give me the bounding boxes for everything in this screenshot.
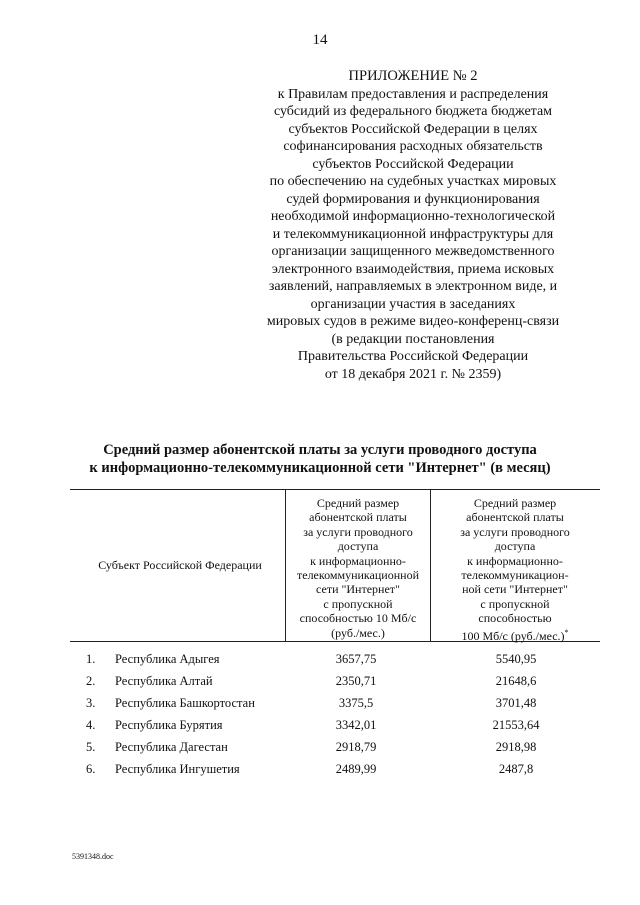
table-row [0, 740, 640, 760]
appendix-line: Правительства Российской Федерации [297, 349, 529, 364]
table-top-rule [70, 489, 600, 490]
table-title-line-2: к информационно-телекоммуникационной сети "Интернет" (в месяц) [89, 460, 551, 476]
header-subject: Субъект Российской Федерации [98, 558, 262, 572]
appendix-line: софинансирования расходных обязательств [283, 139, 543, 154]
row-price-100mbps: 21648,6 [495, 674, 537, 688]
appendix-line: судей формирования и функционирования [286, 191, 540, 207]
row-subject: Республика Ингушетия [115, 762, 240, 776]
header-line-text: 100 Мб/с (руб./мес.) [461, 628, 565, 643]
row-subject: Республика Дагестан [115, 740, 228, 754]
row-subject: Республика Алтай [115, 674, 213, 688]
header-line: к информационно- [467, 553, 563, 568]
appendix-line: заявлений, направляемых в электронном виде, и [268, 279, 558, 294]
row-number: 3. [86, 696, 96, 710]
header-line: (руб./мес.) [331, 625, 385, 640]
header-line: доступа [494, 539, 536, 554]
table-row [0, 718, 640, 738]
row-subject: Республика Бурятия [115, 718, 223, 732]
appendix-line: (в редакции постановления [331, 331, 495, 347]
header-line [431, 626, 599, 643]
footnote-marker: * [564, 627, 569, 637]
row-price-100mbps: 3701,48 [495, 696, 537, 710]
table-row [0, 696, 640, 716]
header-line: с пропускной [323, 596, 393, 611]
page-number: 14 [312, 32, 328, 48]
appendix-title: ПРИЛОЖЕНИЕ № 2 [348, 68, 478, 84]
table-row [0, 652, 640, 672]
appendix-header [228, 68, 598, 383]
appendix-line: организации участия в заседаниях [310, 296, 516, 312]
appendix-line: по обеспечению на судебных участках мировых [269, 174, 557, 189]
header-line: способностью 10 Мб/с [299, 611, 417, 626]
appendix-line: электронного взаимодействия, приема исковых [271, 261, 555, 277]
appendix-line: от 18 декабря 2021 г. № 2359) [324, 366, 502, 382]
row-price-10mbps: 2350,71 [335, 674, 377, 688]
appendix-line: необходимой информационно-технологической [270, 209, 556, 224]
row-price-10mbps: 3375,5 [338, 696, 374, 710]
header-line: телекоммуникационной [297, 568, 419, 583]
row-price-100mbps: 5540,95 [495, 652, 537, 666]
header-price-100mbps [431, 496, 599, 643]
header-line: абонентской платы [309, 510, 407, 525]
header-line: к информационно- [310, 553, 406, 568]
table-row [0, 674, 640, 694]
row-price-100mbps: 2487,8 [498, 762, 534, 776]
row-number: 2. [86, 674, 96, 688]
row-price-10mbps: 3342,01 [335, 718, 377, 732]
row-price-100mbps: 21553,64 [492, 718, 540, 732]
row-number: 1. [86, 652, 96, 666]
appendix-line: к Правилам предоставления и распределения [277, 86, 549, 102]
appendix-line: субсидий из федерального бюджета бюджетам [273, 104, 553, 119]
header-line: способностью [478, 611, 552, 626]
appendix-line: и телекоммуникационной инфраструктуры для [272, 226, 554, 242]
row-number: 4. [86, 718, 96, 732]
table-title-line-1: Средний размер абонентской платы за услуги проводного доступа [103, 442, 537, 458]
row-price-10mbps: 2489,99 [335, 762, 377, 776]
header-line: за услуги проводного [303, 524, 413, 539]
table-row [0, 762, 640, 782]
header-line: за услуги проводного [460, 524, 570, 539]
header-line: сети "Интернет" [316, 582, 400, 597]
row-number: 5. [86, 740, 96, 754]
table-title [40, 441, 600, 477]
header-line: доступа [337, 539, 379, 554]
header-line: абонентской платы [466, 510, 564, 525]
header-line: телекоммуникацион- [461, 568, 569, 583]
appendix-line: субъектов Российской Федерации [312, 156, 514, 172]
appendix-line: мировых судов в режиме видео-конференц-связи [266, 314, 560, 329]
header-line: ной сети "Интернет" [462, 582, 568, 597]
header-line: Средний размер [473, 496, 557, 510]
appendix-line: организации защищенного межведомственного [271, 244, 555, 259]
header-line: Средний размер [316, 496, 400, 510]
header-price-10mbps [286, 496, 430, 640]
row-price-100mbps: 2918,98 [495, 740, 537, 754]
footer-filename: 5391348.doc [72, 852, 114, 861]
appendix-line: субъектов Российской Федерации в целях [288, 121, 538, 137]
row-price-10mbps: 2918,79 [335, 740, 377, 754]
row-price-10mbps: 3657,75 [335, 652, 377, 666]
row-number: 6. [86, 762, 96, 776]
header-line: с пропускной [480, 596, 550, 611]
row-subject: Республика Башкортостан [115, 696, 255, 710]
row-subject: Республика Адыгея [115, 652, 220, 666]
